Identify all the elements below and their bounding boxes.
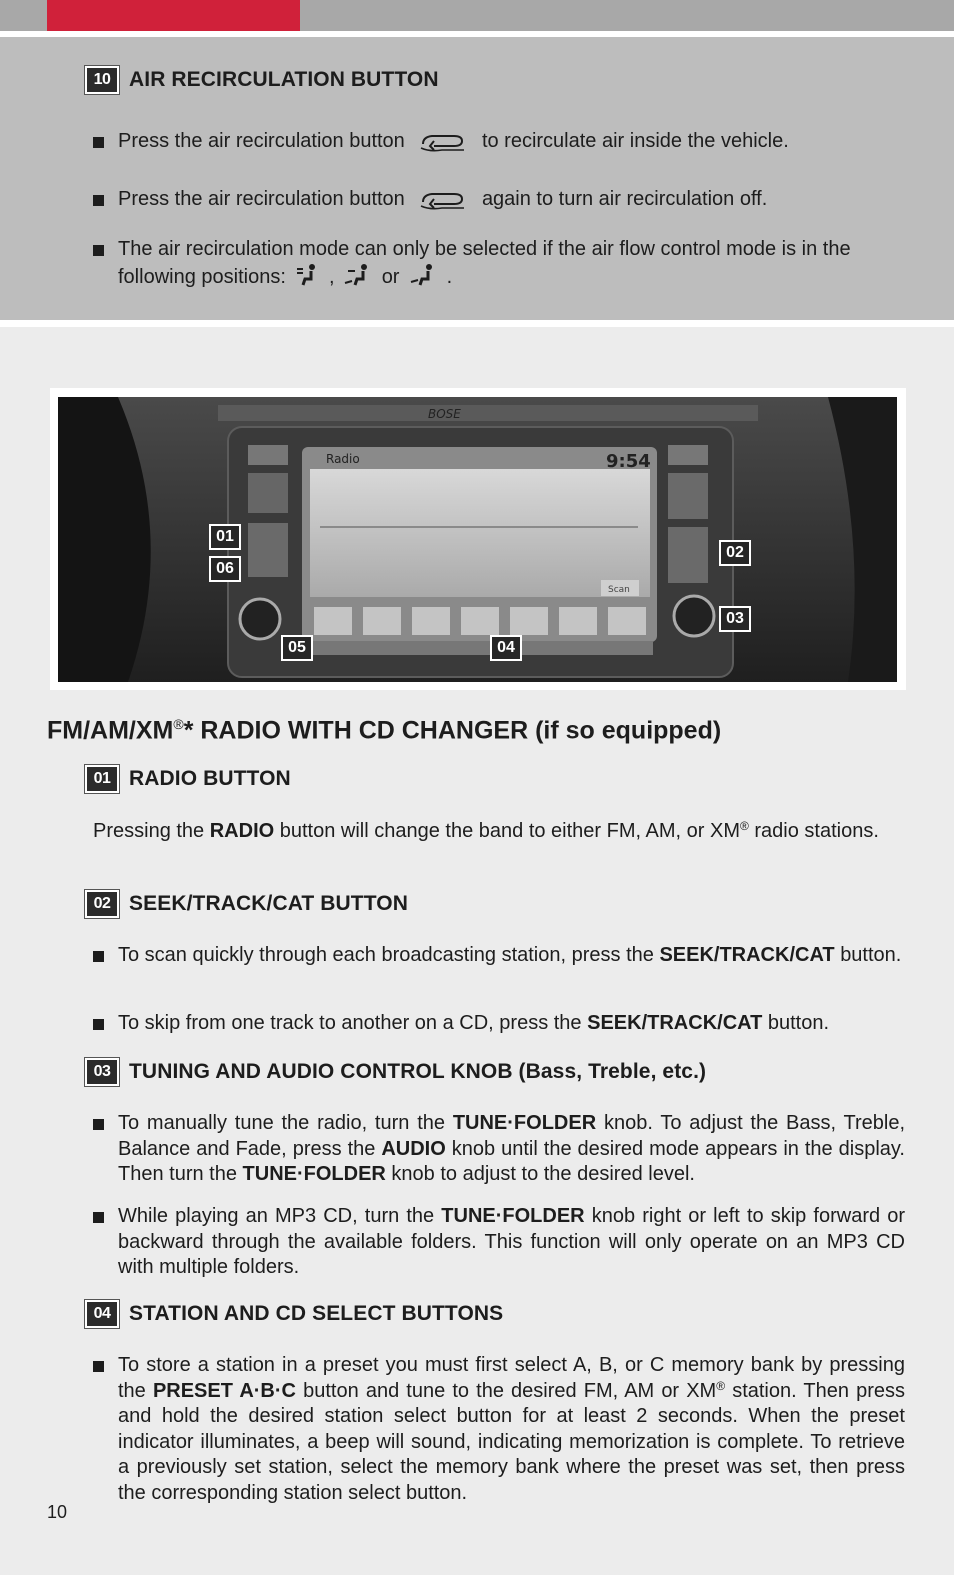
bullet-square bbox=[93, 1361, 104, 1372]
station-bullet-1: To store a station in a preset you must first select A, B, or C memory bank by pressing the PRESET A·B·C button and tune to the desired FM, AM or XM® station. Then press and hold the desired station select button for at least 2 seconds. When the preset indicator illuminates, a beep will sound, indicating memorization is complete. To retrieve a previously set station, select the memory bank where the preset was set, then press the corresponding station select button. bbox=[93, 1353, 905, 1506]
bi-level-mode-icon bbox=[344, 263, 372, 287]
callout-tuning-knob: 03 bbox=[719, 606, 751, 632]
air-recirculation-icon bbox=[420, 189, 466, 211]
callout-05: 05 bbox=[281, 635, 313, 661]
bullet-square bbox=[93, 195, 104, 206]
svg-text:BOSE: BOSE bbox=[428, 407, 461, 421]
screen-scan-label: Scan bbox=[608, 585, 630, 595]
bullet-square bbox=[93, 1019, 104, 1030]
bullet-square bbox=[93, 137, 104, 148]
foot-mode-icon bbox=[409, 263, 437, 287]
screen-time: 9:54 bbox=[606, 451, 651, 472]
tuning-bullet-2: While playing an MP3 CD, turn the TUNE·FOLDER knob right or left to skip forward or backward through the available folders. This function will only operate on an MP3 CD with multiple folders. bbox=[93, 1204, 905, 1281]
seek-badge: 02 bbox=[85, 890, 119, 918]
bullet-square bbox=[93, 1212, 104, 1223]
radio-heading bbox=[85, 765, 291, 793]
seek-heading bbox=[85, 890, 408, 918]
recirc-bullet-1: Press the air recirculation button to recirculate air inside the vehicle. bbox=[93, 129, 905, 155]
tuning-title: TUNING AND AUDIO CONTROL KNOB (Bass, Treble, etc.) bbox=[129, 1060, 707, 1083]
callout-radio-button: 01 bbox=[209, 524, 241, 550]
tuning-bullet-1: To manually tune the radio, turn the TUNE·FOLDER knob. To adjust the Bass, Treble, Balance and Fade, press the AUDIO knob until the desired mode appears in the display. Then turn the TUNE·FOLDER knob to adjust to the desired level. bbox=[93, 1111, 905, 1188]
recirc-heading bbox=[85, 66, 439, 94]
bullet-square bbox=[93, 951, 104, 962]
station-title: STATION AND CD SELECT BUTTONS bbox=[129, 1302, 504, 1325]
header-red-tab bbox=[47, 0, 300, 31]
header-bar bbox=[0, 0, 954, 31]
callout-station-buttons: 04 bbox=[490, 635, 522, 661]
seek-title: SEEK/TRACK/CAT BUTTON bbox=[129, 892, 408, 915]
audio-unit-photo bbox=[58, 397, 897, 682]
station-badge: 04 bbox=[85, 1300, 119, 1328]
callout-seek-button: 02 bbox=[719, 540, 751, 566]
page-number: 10 bbox=[47, 1502, 68, 1522]
bullet-square bbox=[93, 1119, 104, 1130]
radio-title: RADIO BUTTON bbox=[129, 767, 291, 790]
recirc-bullet-3: The air recirculation mode can only be selected if the air flow control mode is in the following positions: , or . bbox=[93, 237, 905, 290]
audio-unit-illustration bbox=[58, 397, 897, 682]
section-title: FM/AM/XM®* RADIO WITH CD CHANGER (if so equipped) bbox=[47, 716, 722, 745]
bullet-square bbox=[93, 245, 104, 256]
recirc-title: AIR RECIRCULATION BUTTON bbox=[129, 68, 439, 91]
seek-bullet-1: To scan quickly through each broadcasting station, press the SEEK/TRACK/CAT button. bbox=[93, 943, 905, 969]
recirc-badge: 10 bbox=[85, 66, 119, 94]
seek-bullet-2: To skip from one track to another on a CD, press the SEEK/TRACK/CAT button. bbox=[93, 1011, 905, 1037]
panel-divider bbox=[0, 320, 954, 327]
callout-06: 06 bbox=[209, 556, 241, 582]
radio-description: Pressing the RADIO button will change the band to either FM, AM, or XM® radio stations. bbox=[93, 819, 879, 842]
vent-mode-icon bbox=[295, 263, 319, 287]
air-recirculation-icon bbox=[420, 131, 466, 153]
radio-badge: 01 bbox=[85, 765, 119, 793]
tuning-badge: 03 bbox=[85, 1058, 119, 1086]
recirc-bullet-2: Press the air recirculation button again to turn air recirculation off. bbox=[93, 187, 905, 213]
screen-title: Radio bbox=[326, 452, 360, 466]
tuning-heading bbox=[85, 1058, 706, 1086]
station-heading bbox=[85, 1300, 503, 1328]
